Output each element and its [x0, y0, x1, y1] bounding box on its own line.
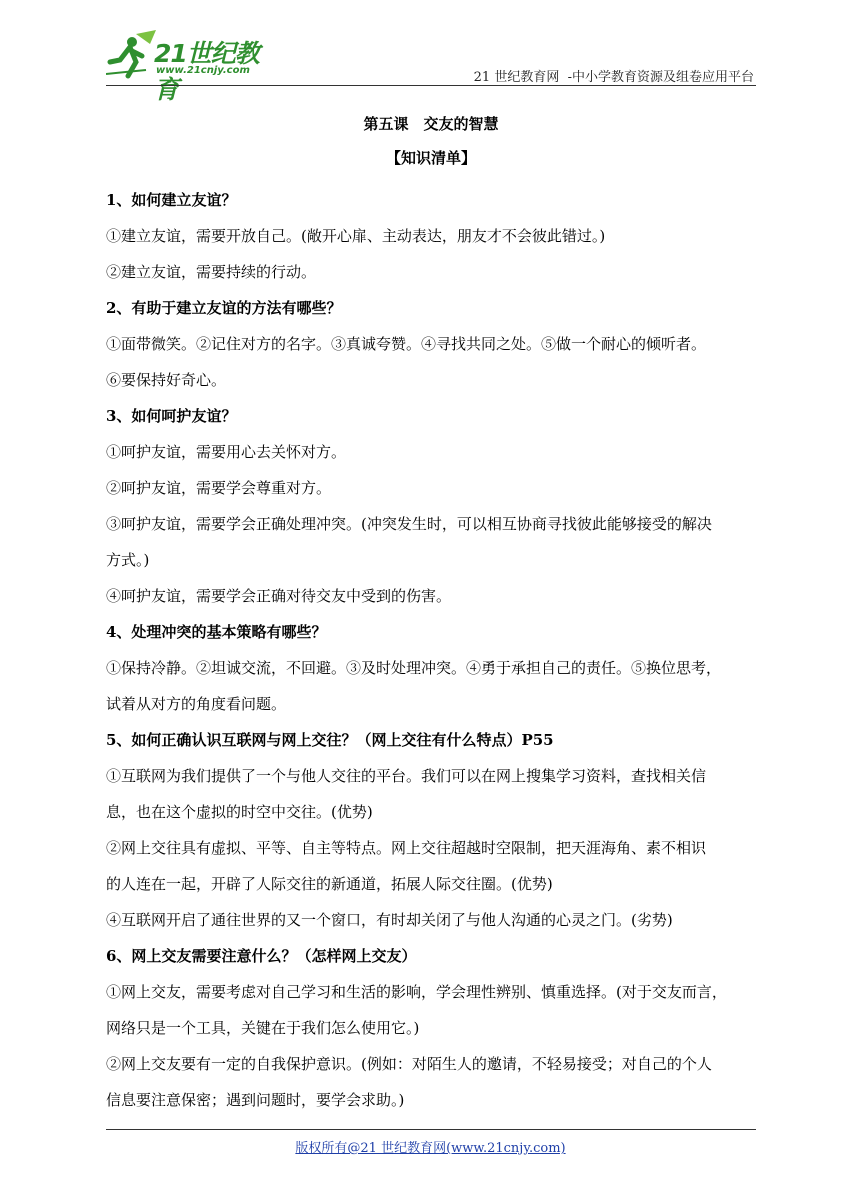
- answer-line: ②网上交往具有虚拟、平等、自主等特点。网上交往超越时空限制，把天涯海角、素不相识: [106, 839, 707, 857]
- answer-line: ②网上交友要有一定的自我保护意识。(例如：对陌生人的邀请，不轻易接受；对自己的个人: [106, 1055, 712, 1073]
- footer-divider: [106, 1129, 756, 1130]
- question-heading: 4、处理冲突的基本策略有哪些？: [106, 623, 327, 641]
- page-header: [106, 30, 756, 104]
- logo-url: www.21cnjy.com: [156, 65, 250, 76]
- document-body: [106, 112, 756, 1118]
- answer-line: ②建立友谊，需要持续的行动。: [106, 263, 317, 281]
- answer-line: ⑥要保持好奇心。: [106, 371, 227, 389]
- question-heading: 1、如何建立友谊？: [106, 191, 237, 209]
- answer-line: ①保持冷静。②坦诚交流，不回避。③及时处理冲突。④勇于承担自己的责任。⑤换位思考，: [106, 659, 722, 677]
- answer-line: 信息要注意保密；遇到问题时，要学会求助。): [106, 1091, 405, 1109]
- answer-line: ①面带微笑。②记住对方的名字。③真诚夸赞。④寻找共同之处。⑤做一个耐心的倾听者。: [106, 335, 707, 353]
- answer-line: 方式。): [106, 551, 150, 569]
- header-divider: [106, 85, 756, 86]
- answer-line: ①呵护友谊，需要用心去关怀对方。: [106, 443, 347, 461]
- answer-line: 的人连在一起，开辟了人际交往的新通道，拓展人际交往圈。(优势): [106, 875, 553, 893]
- section-subtitle: 【知识清单】: [385, 149, 476, 167]
- lesson-title: 第五课 交友的智慧: [363, 115, 499, 133]
- answer-line: ②呵护友谊，需要学会尊重对方。: [106, 479, 332, 497]
- footer-copyright-link[interactable]: 版权所有@21 世纪教育网(www.21cnjy.com): [295, 1141, 566, 1156]
- question-heading: 2、有助于建立友谊的方法有哪些？: [106, 299, 342, 317]
- answer-line: ③呵护友谊，需要学会正确处理冲突。(冲突发生时，可以相互协商寻找彼此能够接受的解决: [106, 515, 712, 533]
- header-site-text: 21 世纪教育网 -中小学教育资源及组卷应用平台: [473, 70, 754, 85]
- question-heading: 5、如何正确认识互联网与网上交往？（网上交往有什么特点）P55: [106, 731, 554, 749]
- answer-line: 试着从对方的角度看问题。: [106, 695, 287, 713]
- answer-line: 网络只是一个工具，关键在于我们怎么使用它。): [106, 1019, 420, 1037]
- answer-line: ①建立友谊，需要开放自己。(敞开心扉、主动表达，朋友才不会彼此错过。): [106, 227, 606, 245]
- answer-line: ④呵护友谊，需要学会正确对待交友中受到的伤害。: [106, 587, 452, 605]
- site-logo[interactable]: [106, 30, 281, 104]
- logo-wordmark: 21世纪教育: [154, 39, 259, 104]
- answer-line: ①网上交友，需要考虑对自己学习和生活的影响，学会理性辨别、慎重选择。(对于交友而言，: [106, 983, 727, 1001]
- answer-line: ①互联网为我们提供了一个与他人交往的平台。我们可以在网上搜集学习资料，查找相关信: [106, 767, 707, 785]
- question-heading: 3、如何呵护友谊？: [106, 407, 237, 425]
- runner-logo-icon: [106, 30, 158, 82]
- question-heading: 6、网上交友需要注意什么？（怎样网上交友）: [106, 947, 417, 965]
- answer-line: ④互联网开启了通往世界的又一个窗口，有时却关闭了与他人沟通的心灵之门。(劣势): [106, 911, 673, 929]
- answer-line: 息，也在这个虚拟的时空中交往。(优势): [106, 803, 373, 821]
- content-lines: [106, 182, 756, 1118]
